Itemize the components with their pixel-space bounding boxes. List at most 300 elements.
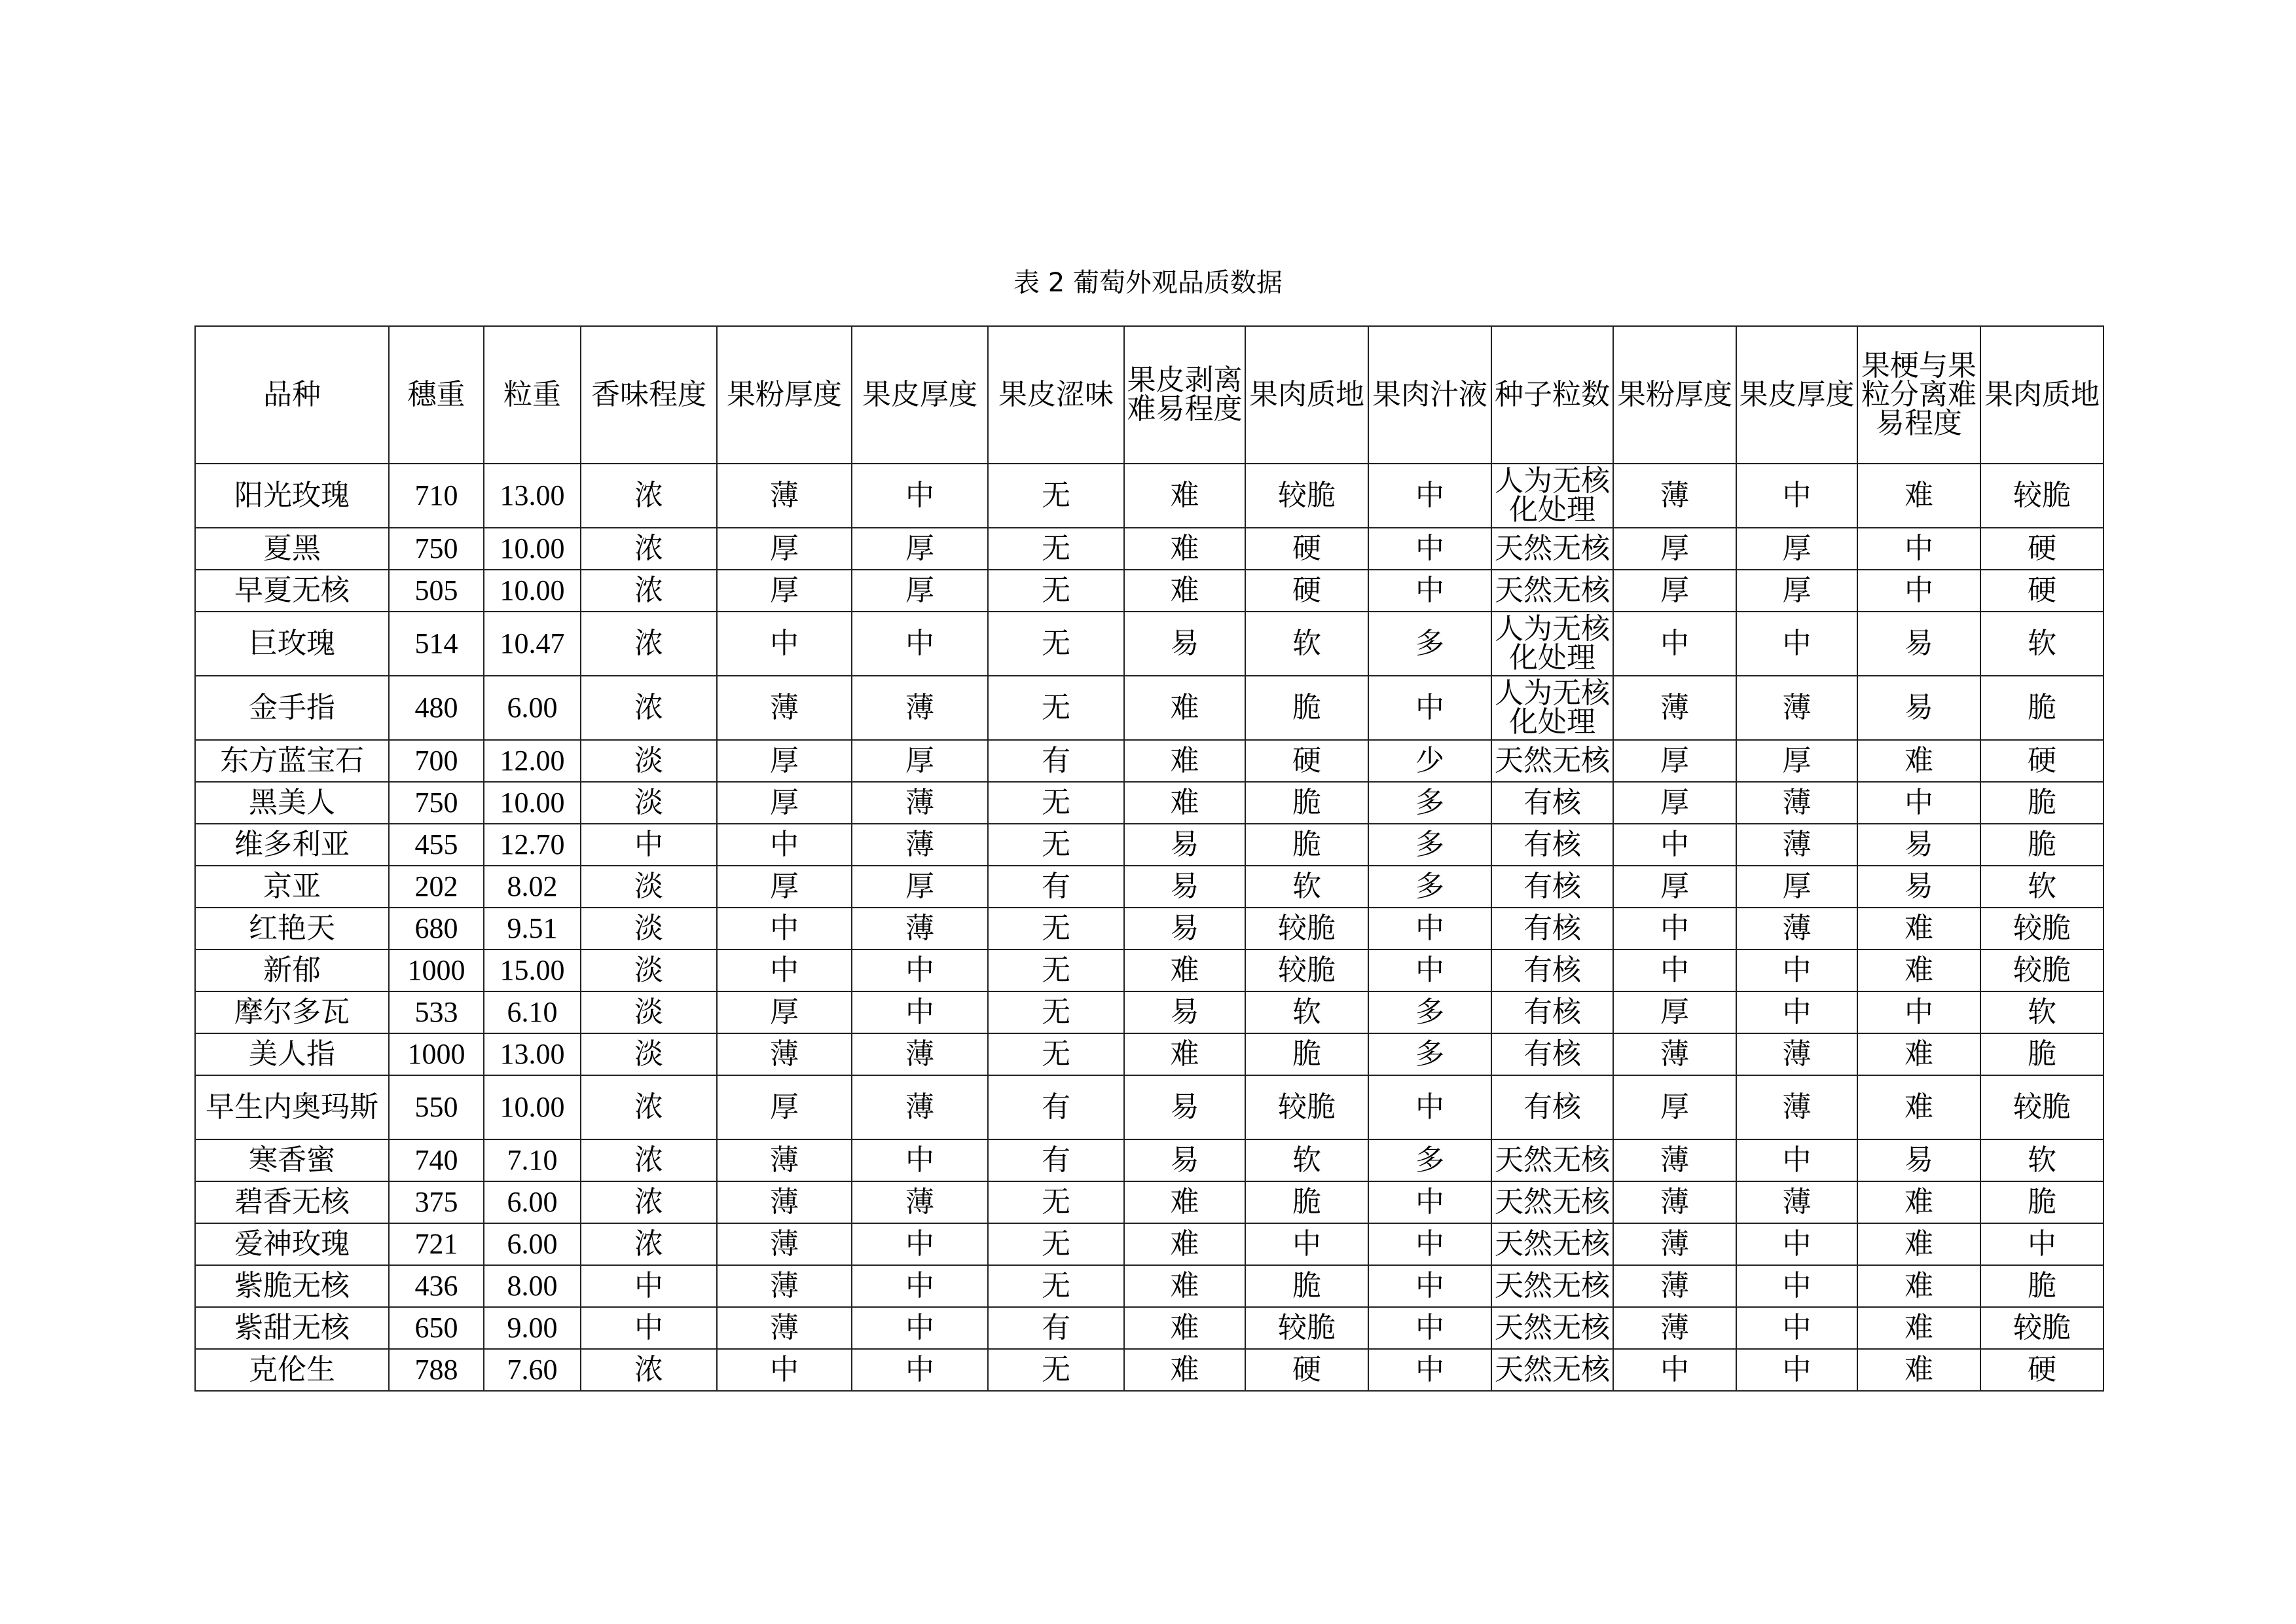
table-cell: 多 — [1368, 782, 1491, 824]
variety-cell: 碧香无核 — [195, 1181, 389, 1223]
table-cell: 易 — [1124, 866, 1245, 908]
table-cell: 中 — [1613, 908, 1736, 950]
table-cell: 无 — [988, 676, 1124, 740]
table-cell: 厚 — [717, 740, 852, 782]
variety-cell: 克伦生 — [195, 1349, 389, 1391]
table-cell: 难 — [1857, 1033, 1980, 1075]
table-cell: 难 — [1857, 1181, 1980, 1223]
table-cell: 无 — [988, 991, 1124, 1033]
table-cell: 难 — [1124, 528, 1245, 570]
table-cell: 多 — [1368, 1139, 1491, 1181]
table-cell: 375 — [389, 1181, 484, 1223]
table-cell: 有核 — [1491, 1033, 1613, 1075]
table-cell: 无 — [988, 782, 1124, 824]
table-cell: 较脆 — [1245, 950, 1368, 991]
table-cell: 15.00 — [484, 950, 581, 991]
table-cell: 难 — [1124, 1181, 1245, 1223]
table-cell: 浓 — [581, 1181, 717, 1223]
table-cell: 难 — [1124, 740, 1245, 782]
table-row — [195, 950, 2104, 991]
table-cell: 较脆 — [1980, 908, 2104, 950]
table-cell: 550 — [389, 1075, 484, 1139]
table-cell: 淡 — [581, 782, 717, 824]
table-cell: 较脆 — [1980, 1075, 2104, 1139]
table-cell: 中 — [717, 612, 852, 676]
column-header: 穗重 — [389, 326, 484, 464]
table-cell: 薄 — [1613, 1181, 1736, 1223]
table-cell: 中 — [852, 1223, 988, 1265]
table-cell: 436 — [389, 1265, 484, 1307]
table-cell: 较脆 — [1245, 908, 1368, 950]
table-cell: 中 — [1736, 612, 1857, 676]
table-cell: 薄 — [1736, 1181, 1857, 1223]
table-row — [195, 824, 2104, 866]
table-cell: 6.00 — [484, 1181, 581, 1223]
table-cell: 中 — [1368, 464, 1491, 528]
table-cell: 薄 — [717, 1033, 852, 1075]
table-cell: 788 — [389, 1349, 484, 1391]
table-cell: 中 — [852, 1265, 988, 1307]
table-cell: 难 — [1124, 1223, 1245, 1265]
table-cell: 533 — [389, 991, 484, 1033]
column-header: 果皮厚度 — [1736, 326, 1857, 464]
variety-cell: 巨玫瑰 — [195, 612, 389, 676]
table-cell: 硬 — [1980, 528, 2104, 570]
table-cell: 薄 — [852, 1033, 988, 1075]
table-cell: 中 — [1245, 1223, 1368, 1265]
table-cell: 软 — [1245, 991, 1368, 1033]
table-cell: 无 — [988, 612, 1124, 676]
table-row — [195, 740, 2104, 782]
variety-cell: 东方蓝宝石 — [195, 740, 389, 782]
table-cell: 无 — [988, 528, 1124, 570]
table-cell: 难 — [1124, 1349, 1245, 1391]
table-cell: 薄 — [1736, 782, 1857, 824]
table-cell: 较脆 — [1980, 950, 2104, 991]
table-cell: 易 — [1857, 676, 1980, 740]
table-cell: 易 — [1857, 1139, 1980, 1181]
variety-cell: 红艳天 — [195, 908, 389, 950]
table-cell: 易 — [1857, 866, 1980, 908]
table-cell: 难 — [1857, 950, 1980, 991]
table-cell: 中 — [717, 908, 852, 950]
table-cell: 无 — [988, 570, 1124, 612]
table-cell: 薄 — [852, 824, 988, 866]
table-cell: 有 — [988, 1307, 1124, 1349]
table-row — [195, 1075, 2104, 1139]
table-cell: 淡 — [581, 908, 717, 950]
table-cell: 多 — [1368, 612, 1491, 676]
table-cell: 薄 — [1613, 1307, 1736, 1349]
variety-cell: 维多利亚 — [195, 824, 389, 866]
table-cell: 7.10 — [484, 1139, 581, 1181]
table-cell: 脆 — [1245, 782, 1368, 824]
table-row — [195, 1307, 2104, 1349]
table-cell: 薄 — [1613, 464, 1736, 528]
column-header: 粒重 — [484, 326, 581, 464]
table-cell: 有核 — [1491, 908, 1613, 950]
table-cell: 脆 — [1245, 1181, 1368, 1223]
table-cell: 硬 — [1245, 528, 1368, 570]
table-cell: 易 — [1857, 824, 1980, 866]
table-cell: 难 — [1124, 676, 1245, 740]
table-cell: 易 — [1124, 1139, 1245, 1181]
table-row — [195, 1139, 2104, 1181]
table-cell: 中 — [1368, 1181, 1491, 1223]
table-cell: 中 — [1857, 528, 1980, 570]
table-cell: 软 — [1245, 866, 1368, 908]
table-cell: 10.00 — [484, 1075, 581, 1139]
table-cell: 厚 — [1613, 528, 1736, 570]
variety-cell: 美人指 — [195, 1033, 389, 1075]
table-row — [195, 1033, 2104, 1075]
table-cell: 中 — [581, 1265, 717, 1307]
table-cell: 中 — [1980, 1223, 2104, 1265]
column-header: 香味程度 — [581, 326, 717, 464]
table-cell: 软 — [1245, 612, 1368, 676]
table-row — [195, 570, 2104, 612]
table-cell: 较脆 — [1980, 1307, 2104, 1349]
table-cell: 薄 — [717, 1223, 852, 1265]
table-cell: 10.00 — [484, 782, 581, 824]
table-cell: 薄 — [852, 1181, 988, 1223]
table-cell: 薄 — [717, 464, 852, 528]
table-cell: 硬 — [1980, 1349, 2104, 1391]
table-cell: 中 — [1736, 1349, 1857, 1391]
table-cell: 脆 — [1980, 1033, 2104, 1075]
table-cell: 浓 — [581, 612, 717, 676]
table-cell: 薄 — [717, 1307, 852, 1349]
table-cell: 厚 — [852, 528, 988, 570]
table-cell: 中 — [1613, 1349, 1736, 1391]
table-cell: 1000 — [389, 1033, 484, 1075]
table-cell: 较脆 — [1980, 464, 2104, 528]
table-cell: 浓 — [581, 528, 717, 570]
table-cell: 淡 — [581, 950, 717, 991]
table-row — [195, 676, 2104, 740]
table-cell: 有 — [988, 1139, 1124, 1181]
column-header: 果皮厚度 — [852, 326, 988, 464]
table-cell: 厚 — [1736, 570, 1857, 612]
table-cell: 天然无核 — [1491, 740, 1613, 782]
header-row — [195, 326, 2104, 464]
variety-cell: 夏黑 — [195, 528, 389, 570]
table-cell: 硬 — [1245, 740, 1368, 782]
table-cell: 中 — [1368, 1075, 1491, 1139]
table-cell: 中 — [1736, 464, 1857, 528]
table-cell: 难 — [1124, 782, 1245, 824]
variety-cell: 早夏无核 — [195, 570, 389, 612]
column-header: 果皮涩味 — [988, 326, 1124, 464]
table-cell: 脆 — [1245, 824, 1368, 866]
column-header: 果肉质地 — [1245, 326, 1368, 464]
table-cell: 6.00 — [484, 676, 581, 740]
variety-cell: 金手指 — [195, 676, 389, 740]
table-cell: 中 — [1857, 782, 1980, 824]
table-cell: 薄 — [1736, 1033, 1857, 1075]
table-row — [195, 464, 2104, 528]
table-cell: 多 — [1368, 824, 1491, 866]
table-cell: 514 — [389, 612, 484, 676]
variety-cell: 紫脆无核 — [195, 1265, 389, 1307]
table-cell: 有核 — [1491, 866, 1613, 908]
grape-quality-table — [194, 325, 2104, 1392]
table-cell: 浓 — [581, 1139, 717, 1181]
table-cell: 中 — [1368, 1349, 1491, 1391]
table-cell: 中 — [1736, 950, 1857, 991]
table-cell: 厚 — [717, 782, 852, 824]
table-row — [195, 1265, 2104, 1307]
table-cell: 脆 — [1980, 824, 2104, 866]
table-cell: 脆 — [1980, 1265, 2104, 1307]
table-cell: 硬 — [1980, 570, 2104, 612]
table-row — [195, 1181, 2104, 1223]
table-cell: 难 — [1857, 1265, 1980, 1307]
table-cell: 7.60 — [484, 1349, 581, 1391]
table-cell: 505 — [389, 570, 484, 612]
table-cell: 无 — [988, 464, 1124, 528]
table-cell: 有 — [988, 1075, 1124, 1139]
table-cell: 有 — [988, 866, 1124, 908]
table-cell: 易 — [1124, 1075, 1245, 1139]
table-cell: 中 — [852, 1349, 988, 1391]
table-cell: 中 — [1368, 1223, 1491, 1265]
table-cell: 680 — [389, 908, 484, 950]
table-cell: 10.00 — [484, 528, 581, 570]
table-cell: 天然无核 — [1491, 1181, 1613, 1223]
table-row — [195, 908, 2104, 950]
table-cell: 12.70 — [484, 824, 581, 866]
column-header: 种子粒数 — [1491, 326, 1613, 464]
table-body — [195, 464, 2104, 1391]
table-cell: 有核 — [1491, 950, 1613, 991]
variety-cell: 紫甜无核 — [195, 1307, 389, 1349]
table-cell: 薄 — [717, 1139, 852, 1181]
table-cell: 难 — [1857, 464, 1980, 528]
table-cell: 中 — [852, 612, 988, 676]
table-cell: 薄 — [1613, 676, 1736, 740]
table-cell: 难 — [1857, 908, 1980, 950]
table-cell: 中 — [1736, 1307, 1857, 1349]
table-cell: 厚 — [1613, 991, 1736, 1033]
table-cell: 中 — [852, 1139, 988, 1181]
table-cell: 浓 — [581, 1349, 717, 1391]
table-cell: 较脆 — [1245, 1307, 1368, 1349]
table-cell: 薄 — [717, 1181, 852, 1223]
table-cell: 软 — [1980, 991, 2104, 1033]
table-cell: 中 — [1368, 1307, 1491, 1349]
table-cell: 无 — [988, 1223, 1124, 1265]
table-cell: 中 — [1736, 991, 1857, 1033]
table-cell: 厚 — [717, 528, 852, 570]
variety-cell: 爱神玫瑰 — [195, 1223, 389, 1265]
variety-cell: 黑美人 — [195, 782, 389, 824]
table-cell: 无 — [988, 908, 1124, 950]
table-cell: 易 — [1857, 612, 1980, 676]
table-title: 表 2 葡萄外观品质数据 — [1013, 268, 1283, 298]
table-cell: 薄 — [1736, 824, 1857, 866]
table-cell: 中 — [1368, 950, 1491, 991]
table-row — [195, 782, 2104, 824]
table-cell: 脆 — [1980, 1181, 2104, 1223]
table-cell: 难 — [1124, 1265, 1245, 1307]
table-cell: 难 — [1857, 1307, 1980, 1349]
table-cell: 易 — [1124, 824, 1245, 866]
table-cell: 薄 — [717, 1265, 852, 1307]
table-cell: 740 — [389, 1139, 484, 1181]
table-row — [195, 1223, 2104, 1265]
table-cell: 无 — [988, 824, 1124, 866]
table-cell: 有核 — [1491, 1075, 1613, 1139]
table-cell: 浓 — [581, 1223, 717, 1265]
table-cell: 480 — [389, 676, 484, 740]
table-cell: 薄 — [852, 1075, 988, 1139]
table-cell: 中 — [1613, 612, 1736, 676]
table-cell: 中 — [1613, 950, 1736, 991]
table-cell: 10.00 — [484, 570, 581, 612]
table-cell: 厚 — [1613, 782, 1736, 824]
table-cell: 薄 — [1736, 908, 1857, 950]
variety-cell: 新郁 — [195, 950, 389, 991]
table-cell: 天然无核 — [1491, 1265, 1613, 1307]
table-cell: 难 — [1124, 570, 1245, 612]
table-cell: 浓 — [581, 464, 717, 528]
table-cell: 淡 — [581, 1033, 717, 1075]
table-cell: 中 — [1857, 991, 1980, 1033]
table-cell: 中 — [1857, 570, 1980, 612]
table-cell: 6.00 — [484, 1223, 581, 1265]
table-cell: 较脆 — [1245, 1075, 1368, 1139]
table-cell: 易 — [1124, 908, 1245, 950]
table-cell: 薄 — [1613, 1033, 1736, 1075]
table-cell: 无 — [988, 1265, 1124, 1307]
table-cell: 1000 — [389, 950, 484, 991]
column-header: 果肉汁液 — [1368, 326, 1491, 464]
table-cell: 人为无核化处理 — [1491, 612, 1613, 676]
table-cell: 难 — [1124, 1033, 1245, 1075]
table-cell: 厚 — [717, 570, 852, 612]
table-cell: 455 — [389, 824, 484, 866]
table-cell: 厚 — [1613, 740, 1736, 782]
table-cell: 脆 — [1245, 1033, 1368, 1075]
table-cell: 厚 — [852, 570, 988, 612]
table-cell: 软 — [1245, 1139, 1368, 1181]
table-cell: 薄 — [1736, 1075, 1857, 1139]
variety-cell: 早生内奥玛斯 — [195, 1075, 389, 1139]
table-row — [195, 528, 2104, 570]
table-cell: 人为无核化处理 — [1491, 464, 1613, 528]
table-row — [195, 612, 2104, 676]
table-cell: 难 — [1124, 464, 1245, 528]
table-cell: 有核 — [1491, 824, 1613, 866]
table-cell: 天然无核 — [1491, 1307, 1613, 1349]
table-cell: 天然无核 — [1491, 570, 1613, 612]
table-cell: 中 — [1368, 676, 1491, 740]
variety-cell: 摩尔多瓦 — [195, 991, 389, 1033]
table-cell: 易 — [1124, 612, 1245, 676]
table-cell: 脆 — [1980, 676, 2104, 740]
column-header: 果粉厚度 — [717, 326, 852, 464]
table-cell: 中 — [852, 1307, 988, 1349]
table-cell: 薄 — [852, 908, 988, 950]
table-cell: 13.00 — [484, 464, 581, 528]
table-cell: 厚 — [717, 991, 852, 1033]
table-cell: 难 — [1857, 740, 1980, 782]
table-cell: 多 — [1368, 866, 1491, 908]
table-cell: 少 — [1368, 740, 1491, 782]
table-row — [195, 991, 2104, 1033]
column-header: 果粉厚度 — [1613, 326, 1736, 464]
table-row — [195, 1349, 2104, 1391]
table-cell: 薄 — [1613, 1265, 1736, 1307]
table-cell: 中 — [852, 950, 988, 991]
table-cell: 8.00 — [484, 1265, 581, 1307]
variety-cell: 寒香蜜 — [195, 1139, 389, 1181]
table-cell: 浓 — [581, 1075, 717, 1139]
table-cell: 无 — [988, 950, 1124, 991]
table-cell: 天然无核 — [1491, 1223, 1613, 1265]
table-cell: 软 — [1980, 1139, 2104, 1181]
table-cell: 易 — [1124, 991, 1245, 1033]
table-cell: 脆 — [1245, 1265, 1368, 1307]
table-cell: 8.02 — [484, 866, 581, 908]
table-cell: 中 — [1736, 1265, 1857, 1307]
table-cell: 有核 — [1491, 991, 1613, 1033]
table-cell: 有 — [988, 740, 1124, 782]
table-cell: 中 — [717, 950, 852, 991]
table-cell: 难 — [1124, 1307, 1245, 1349]
table-cell: 难 — [1857, 1075, 1980, 1139]
table-cell: 人为无核化处理 — [1491, 676, 1613, 740]
table-cell: 202 — [389, 866, 484, 908]
table-cell: 厚 — [852, 866, 988, 908]
table-cell: 淡 — [581, 991, 717, 1033]
table-cell: 厚 — [1736, 528, 1857, 570]
table-cell: 薄 — [852, 676, 988, 740]
table-cell: 难 — [1124, 950, 1245, 991]
table-cell: 硬 — [1245, 570, 1368, 612]
table-cell: 中 — [1368, 1265, 1491, 1307]
table-cell: 脆 — [1245, 676, 1368, 740]
table-cell: 13.00 — [484, 1033, 581, 1075]
table-cell: 厚 — [852, 740, 988, 782]
table-cell: 中 — [581, 1307, 717, 1349]
table-cell: 天然无核 — [1491, 1349, 1613, 1391]
table-cell: 中 — [1368, 528, 1491, 570]
table-cell: 中 — [717, 824, 852, 866]
table-cell: 有核 — [1491, 782, 1613, 824]
table-cell: 薄 — [1613, 1139, 1736, 1181]
table-cell: 中 — [1736, 1139, 1857, 1181]
table-cell: 天然无核 — [1491, 1139, 1613, 1181]
table-cell: 天然无核 — [1491, 528, 1613, 570]
variety-cell: 京亚 — [195, 866, 389, 908]
table-cell: 9.51 — [484, 908, 581, 950]
table-cell: 薄 — [1736, 676, 1857, 740]
table-cell: 软 — [1980, 612, 2104, 676]
table-cell: 10.47 — [484, 612, 581, 676]
table-cell: 软 — [1980, 866, 2104, 908]
table-cell: 700 — [389, 740, 484, 782]
table-cell: 无 — [988, 1181, 1124, 1223]
table-row — [195, 866, 2104, 908]
table-cell: 多 — [1368, 1033, 1491, 1075]
table-cell: 6.10 — [484, 991, 581, 1033]
table-cell: 中 — [1613, 824, 1736, 866]
table-cell: 难 — [1857, 1223, 1980, 1265]
variety-cell: 阳光玫瑰 — [195, 464, 389, 528]
table-cell: 9.00 — [484, 1307, 581, 1349]
